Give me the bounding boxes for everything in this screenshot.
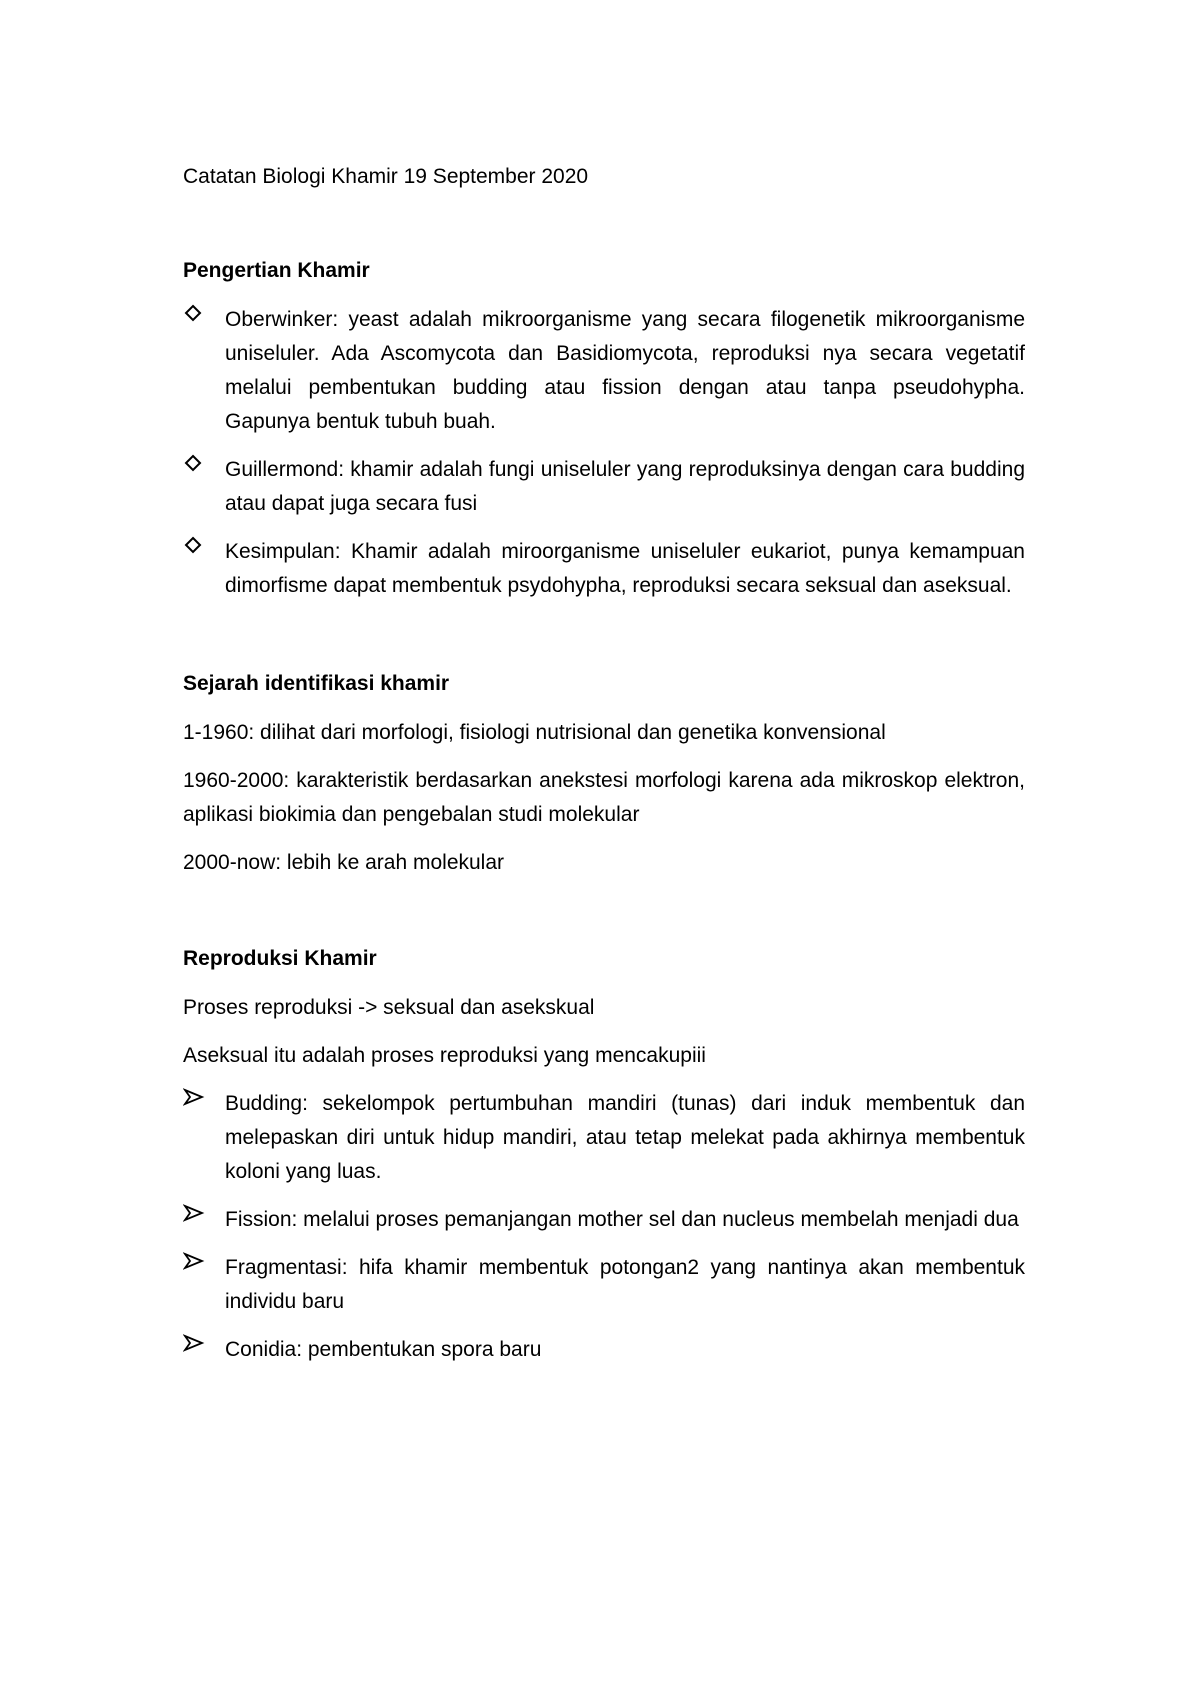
list-item [183, 453, 1025, 521]
list-item [183, 303, 1025, 439]
list-item-text: Guillermond: khamir adalah fungi uniseluler yang reproduksinya dengan cara budding atau dapat juga secara fusi [225, 458, 1025, 515]
list-item-text: Oberwinker: yeast adalah mikroorganisme yang secara filogenetik mikroorganisme uniseluler. Ada Ascomycota dan Basidiomycota, reproduksi nya secara vegetatif melalui pembentukan budding atau fission dengan atau tanpa pseudohypha. Gapunya bentuk tubuh buah. [225, 308, 1025, 433]
section-heading-pengertian: Pengertian Khamir [183, 259, 370, 282]
arrowhead-icon [183, 1333, 207, 1367]
arrowhead-icon [183, 1087, 207, 1121]
asexual-reproduction-list [183, 1087, 1025, 1367]
list-item-text: Fragmentasi: hifa khamir membentuk potongan2 yang nantinya akan membentuk individu baru [225, 1256, 1025, 1313]
list-item [183, 1203, 1025, 1237]
document-title: Catatan Biologi Khamir 19 September 2020 [183, 165, 589, 188]
list-item-text: Conidia: pembentukan spora baru [225, 1338, 542, 1361]
arrowhead-icon [183, 1203, 207, 1237]
list-item-text: Kesimpulan: Khamir adalah miroorganisme uniseluler eukariot, punya kemampuan dimorfisme dapat membentuk psydohypha, reproduksi secara seksual dan aseksual. [225, 540, 1025, 597]
reproduction-paragraph: Aseksual itu adalah proses reproduksi yang mencakupiii [183, 1044, 706, 1067]
arrowhead-icon [183, 1251, 207, 1285]
list-item [183, 535, 1025, 603]
list-item [183, 1251, 1025, 1319]
diamond-outline-icon [183, 535, 207, 569]
history-paragraph: 2000-now: lebih ke arah molekular [183, 851, 505, 874]
history-paragraph: 1-1960: dilihat dari morfologi, fisiologi nutrisional dan genetika konvensional [183, 721, 886, 744]
diamond-outline-icon [183, 303, 207, 337]
definition-list [183, 303, 1025, 603]
history-paragraph: 1960-2000: karakteristik berdasarkan anekstesi morfologi karena ada mikroskop elektron, aplikasi biokimia dan pengebalan studi molekular [183, 769, 1025, 826]
list-item [183, 1087, 1025, 1189]
document-body [183, 160, 1025, 1367]
list-item [183, 1333, 1025, 1367]
list-item-text: Fission: melalui proses pemanjangan mother sel dan nucleus membelah menjadi dua [225, 1208, 1019, 1231]
diamond-outline-icon [183, 453, 207, 487]
section-heading-reproduksi: Reproduksi Khamir [183, 947, 377, 970]
list-item-text: Budding: sekelompok pertumbuhan mandiri (tunas) dari induk membentuk dan melepaskan diri untuk hidup mandiri, atau tetap melekat pada akhirnya membentuk koloni yang luas. [225, 1092, 1025, 1183]
reproduction-paragraph: Proses reproduksi -> seksual dan asekskual [183, 996, 595, 1019]
section-heading-sejarah: Sejarah identifikasi khamir [183, 672, 450, 695]
